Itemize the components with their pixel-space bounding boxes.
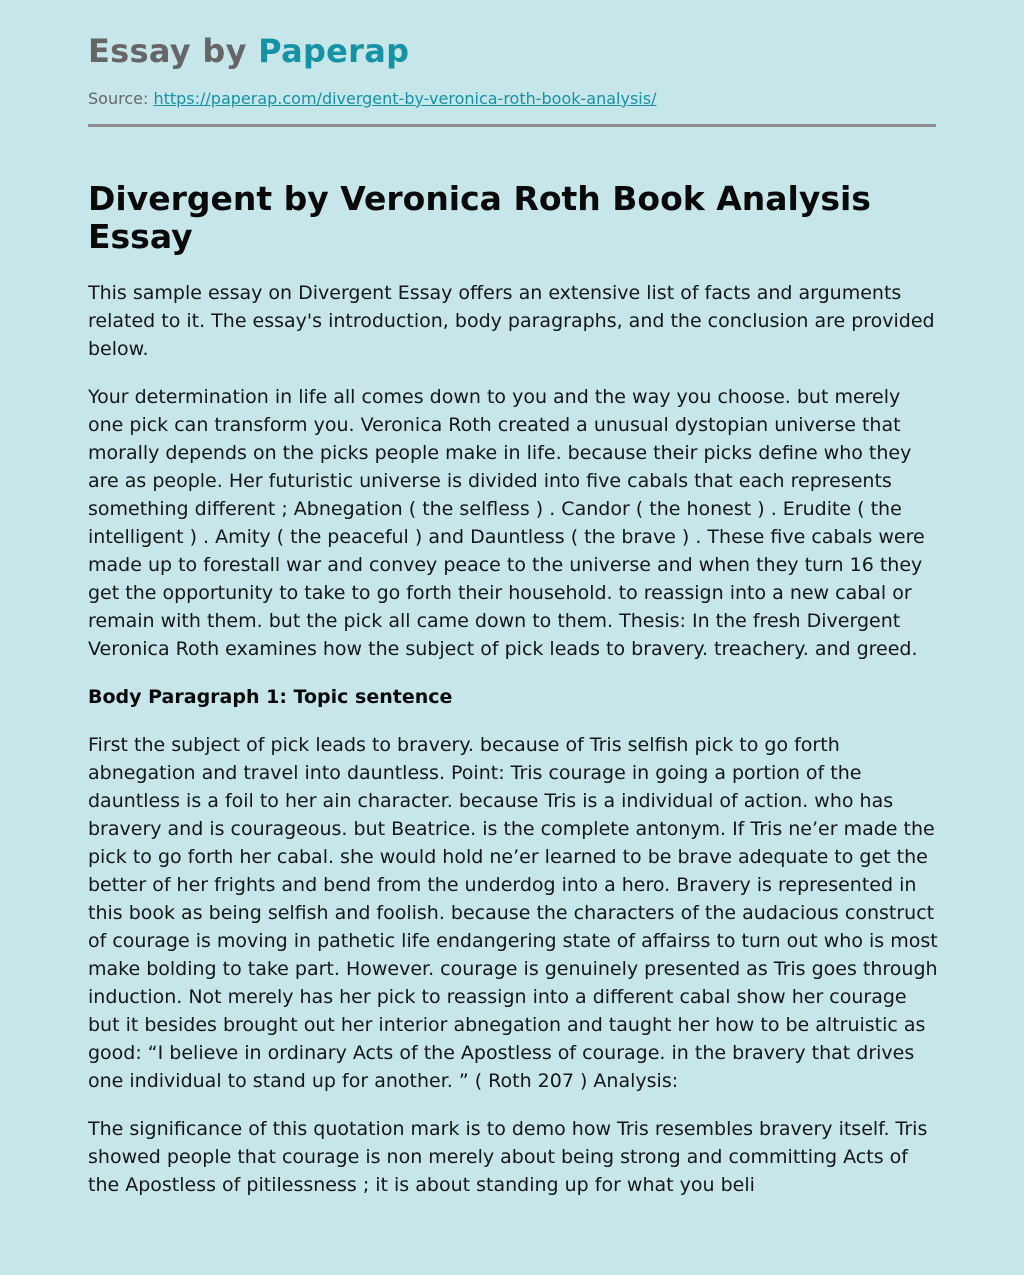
section-heading: Body Paragraph 1: Topic sentence [88,686,453,708]
intro-paragraph: This sample essay on Divergent Essay offers an extensive list of facts and arguments related to it. The essay's introduction, body paragraphs, and the conclusion are provided below. [88,282,935,360]
paragraph-2: First the subject of pick leads to bravery. because of Tris selfish pick to go forth abnegation and travel into dauntless. Point: Tris courage in going a portion of the dauntless is a foil to her ain character. because Tris is a individual of action. who has bravery and is courageous. but Beatrice. is the complete antonym. If Tris ne’er made the pick to go forth her cabal. she would hold ne’er learned to be brave adequate to get the better of her frights and bend from the underdog into a hero. Bravery is represented in this book as being selfish and foolish. because the characters of the audacious construct of courage is moving in pathetic life endangering state of affairss to turn out who is most make bolding to take part. However. courage is genuinely presented as Tris goes through induction. Not merely has her pick to reassign into a different cabal show her courage but it besides brought out her interior abnegation and taught her how to be altruistic as good: “I believe in ordinary Acts of the Apostless of courage. in the bravery that drives one individual to stand up for another. ” ( Roth 207 ) Analysis: [88,734,938,1092]
brand-prefix: Essay by [88,32,259,70]
source-label: Source: [88,89,149,108]
header-divider [88,124,936,127]
paragraph-3: The significance of this quotation mark is to demo how Tris resembles bravery itself. Tris showed people that courage is non merely about being strong and committing Acts of the Apostless of pitilessness ; it is about standing up for what you beli [88,1118,928,1196]
site-brand[interactable] [88,30,409,72]
article-body [88,279,938,1219]
source-link[interactable]: https://paperap.com/divergent-by-veronica-roth-book-analysis/ [153,89,657,108]
source-line [88,88,656,110]
brand-name: Paperap [258,32,410,70]
paragraph-1: Your determination in life all comes down to you and the way you choose. but merely one pick can transform you. Veronica Roth created a unusual dystopian universe that morally depends on the picks people make in life. because their picks define who they are as people. Her futuristic universe is divided into five cabals that each represents something different ; Abnegation ( the selfless ) . Candor ( the honest ) . Erudite ( the intelligent ) . Amity ( the peaceful ) and Dauntless ( the brave ) . These five cabals were made up to forestall war and convey peace to the universe and when they turn 16 they get the opportunity to take to go forth their household. to reassign into a new cabal or remain with them. but the pick all came down to them. Thesis: In the fresh Divergent Veronica Roth examines how the subject of pick leads to bravery. treachery. and greed. [88,386,925,660]
page-title: Divergent by Veronica Roth Book Analysis Essay [88,179,871,256]
